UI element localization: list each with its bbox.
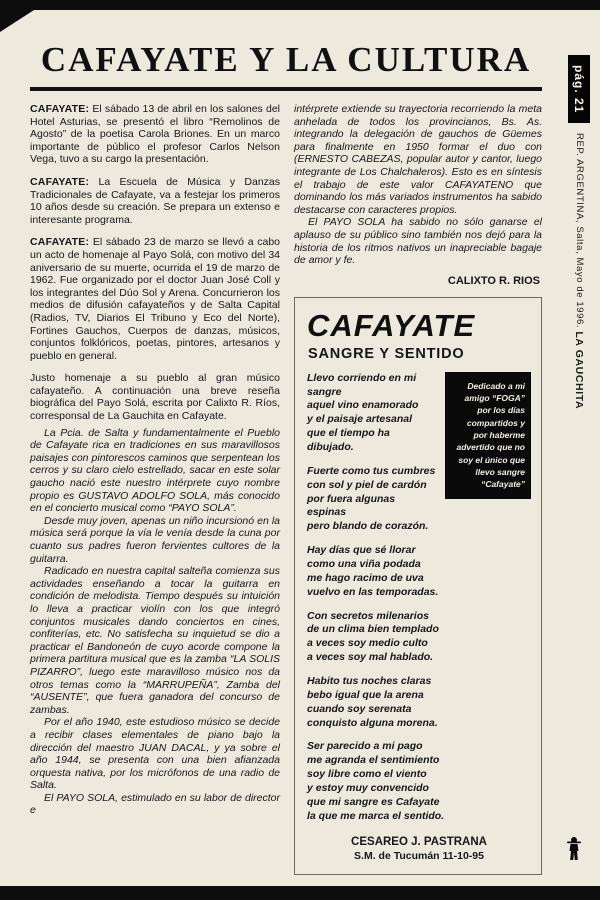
poem-line: Hay días que sé llorar: [307, 544, 416, 557]
magazine-name: LA GAUCHITA: [573, 331, 585, 410]
news-text: El sábado 13 de abril en los salones del Hotel Asturias, se presentó el libro “Remolinos de Agosto” de la poetisa Carola Briones. En un marco importante de público el profesor Carlos Nelson Vega, tuvo a su cargo la presentación.: [30, 103, 280, 166]
byline: CALIXTO R. RIOS: [447, 274, 540, 287]
bio-continuation: intérprete extiende su trayectoria recorriendo la meta anhelada de todos los provincianos, Bs. As. integrando la delegación de gauchos de Güemes para finalmente en 1950 formar el duo con (ERNESTO CABEZAS, popular autor y cantor, luego integrante de Los Chalchaleros). Esto es en síntesis el trabajo de este valor CAFAYATENO que dominando los más variados instrumentos ha sabido destacarse con caracteres propios.: [294, 103, 542, 216]
poem-title: CAFAYATE: [307, 307, 476, 343]
gaucho-icon: [564, 836, 584, 862]
news-item: [30, 103, 280, 166]
poem-subtitle: SANGRE Y SENTIDO: [308, 345, 465, 362]
poem-line: como una viña podada: [307, 558, 421, 571]
poem-line: aquel vino enamorado: [307, 399, 419, 412]
poem-box: [294, 297, 542, 875]
bio-paragraph: Por el año 1940, este estudioso músico se decide a recibir clases elementales de piano bajo la dirección del maestro JUAN DACAL, y ya sobre el año 1944, se presenta con una bien afianzada orquesta nativa, por los micrófonos de una radio de Salta.: [30, 716, 280, 792]
bio-paragraph: Desde muy joven, apenas un niño incursionó en la música será porque la vía le venía desde la cuna por cuanto sus padres fueron fervientes cultores de la guitarra.: [30, 514, 280, 565]
page-content: [30, 40, 542, 875]
poem-line: a veces soy mal hablado.: [307, 651, 434, 664]
homage-paragraph: Justo homenaje a su pueblo al gran músico cafayateño. A continuación una breve reseña biográfica del Payo Solá, escrita por Calixto R. Ríos, corresponsal de La Gauchita en Cafayate.: [30, 372, 280, 423]
poem-stanza: [307, 610, 531, 665]
poem-line: por fuera algunas espinas: [307, 492, 396, 519]
poem-line: bebo igual que la arena: [307, 688, 424, 701]
poem-line: me hago racimo de uva: [307, 571, 424, 584]
bio-paragraph: La Pcia. de Salta y fundamentalmente el Pueblo de Cafayate rica en tradiciones en sus maravillosos paisajes con pintorescos caminos que serpentean los cerros y su claro cielo estrellado, sacar en este solar gaucho nació este nuestro intérprete cuyo nombre propio es GUSTAVO ADOLFO SOLA, más conocido en el concierto musical como “PAYO SOLA”.: [30, 426, 280, 515]
bio-paragraph: Radicado en nuestra capital salteña comienza sus actividades enseñando a tocar la guitarra en condición de melodista. Tiempo después su intuición lo lleva a practicar violín con los que integró conjuntos musicales dando conciertos en cines, confiterías, etc. No satisfecha su inquietud se dio a practicar el Bandoneón de cuyo acorde compone la primera partitura musical que es la zamba “LA SOLIS PIZARRO”, luego este maravilloso músico nos da otros temas como la “MARRUPEÑA”, Zamba del “AUSENTE”, que fuera ganadora del concurso de zambas.: [30, 565, 280, 716]
edition-side-text: [573, 133, 585, 409]
news-text: El sábado 23 de marzo se llevó a cabo un acto de homenaje al Payo Solá, con motivo del 34 aniversario de su muerte, ocurrida el 19 de marzo de 1962. Fue organizado por el doctor Juan José Coll y los integrantes del Dúo Sol y Arena. Concurrieron los medios de difusión cafayateños y de Salta Capital (Radios, TV, Diarios El Tribuno y Eco del Norte), Fortines Gauchos, Cuerpos de danzas, músicos, conjuntos folklóricos, poetas, pintores, artesanos y pueblo en general.: [30, 236, 281, 362]
edition-line: REP. ARGENTINA, Salta, Mayo de 1996.: [574, 133, 585, 329]
poem-line: la que me marca el sentido.: [307, 809, 445, 822]
news-label: CAFAYATE:: [30, 175, 90, 188]
columns: [30, 103, 542, 875]
poem-line: soy libre como el viento: [307, 768, 427, 781]
poem-line: a veces soy medio culto: [307, 637, 428, 650]
left-column: [30, 103, 280, 875]
bio-paragraph: El PAYO SOLA, estimulado en su labor de director e: [30, 791, 280, 817]
news-label: CAFAYATE:: [30, 103, 90, 115]
news-text: La Escuela de Música y Danzas Tradicionales de Cafayate, va a festejar los primeros 10 años desde su creación. Se prepara un extenso e interesante programa.: [30, 175, 280, 226]
news-item: [30, 236, 280, 362]
poem-stanza: [307, 544, 531, 599]
bio-continuation: El PAYO SOLA ha sabido no sólo ganarse el aplauso de su público sino también nos dejó para la historia de los ritmos nativos un inapreciable bagaje de amor y fe.: [294, 216, 542, 267]
poem-line: Habito tus noches claras: [307, 675, 432, 688]
poem-line: Ser parecido a mi pago: [307, 740, 423, 753]
poem-author: CESAREO J. PASTRANA: [351, 835, 487, 848]
poem-line: y el paisaje artesanal: [307, 413, 413, 426]
poem-line: que el tiempo ha dibujado.: [307, 427, 390, 454]
poem-stanza: [307, 675, 531, 730]
page-edge-sidebar: [568, 55, 590, 410]
poem-line: de un clima bien templado: [307, 623, 439, 636]
masthead: [30, 40, 542, 91]
page-title: CAFAYATE Y LA CULTURA: [40, 40, 532, 79]
poem-line: Llevo corriendo en mi sangre: [307, 371, 417, 398]
scan-corner-shadow: [0, 10, 34, 32]
poem-line: Con secretos milenarios: [307, 609, 429, 622]
dedication-box: Dedicado a mi amigo “FOGA” por los días compartidos y por haberme advertido que no soy el único que llevo sangre “Cafayate”: [445, 372, 531, 499]
poem-line: y estoy muy convencido: [307, 782, 429, 795]
page-number-badge: pág. 21: [568, 55, 590, 123]
poem-place-date: S.M. de Tucumán 11-10-95: [354, 849, 484, 862]
poem-line: que mi sangre es Cafayate: [307, 795, 440, 808]
poem-line: conquisto alguna morena.: [307, 716, 438, 729]
poem-line: pero blando de corazón.: [307, 520, 429, 533]
poem-signature: [307, 836, 531, 862]
poem-line: con sol y piel de cardón: [307, 478, 427, 491]
poem-line: cuando soy serenata: [307, 702, 412, 715]
magazine-page: [0, 10, 600, 886]
right-column: [294, 103, 542, 875]
news-label: CAFAYATE:: [30, 236, 90, 249]
poem-line: Fuerte como tus cumbres: [307, 464, 436, 477]
news-item: [30, 176, 280, 226]
poem-line: me agranda el sentimiento: [307, 754, 440, 767]
poem-line: vuelvo en las temporadas.: [307, 585, 439, 598]
poem-stanza: [307, 740, 531, 823]
